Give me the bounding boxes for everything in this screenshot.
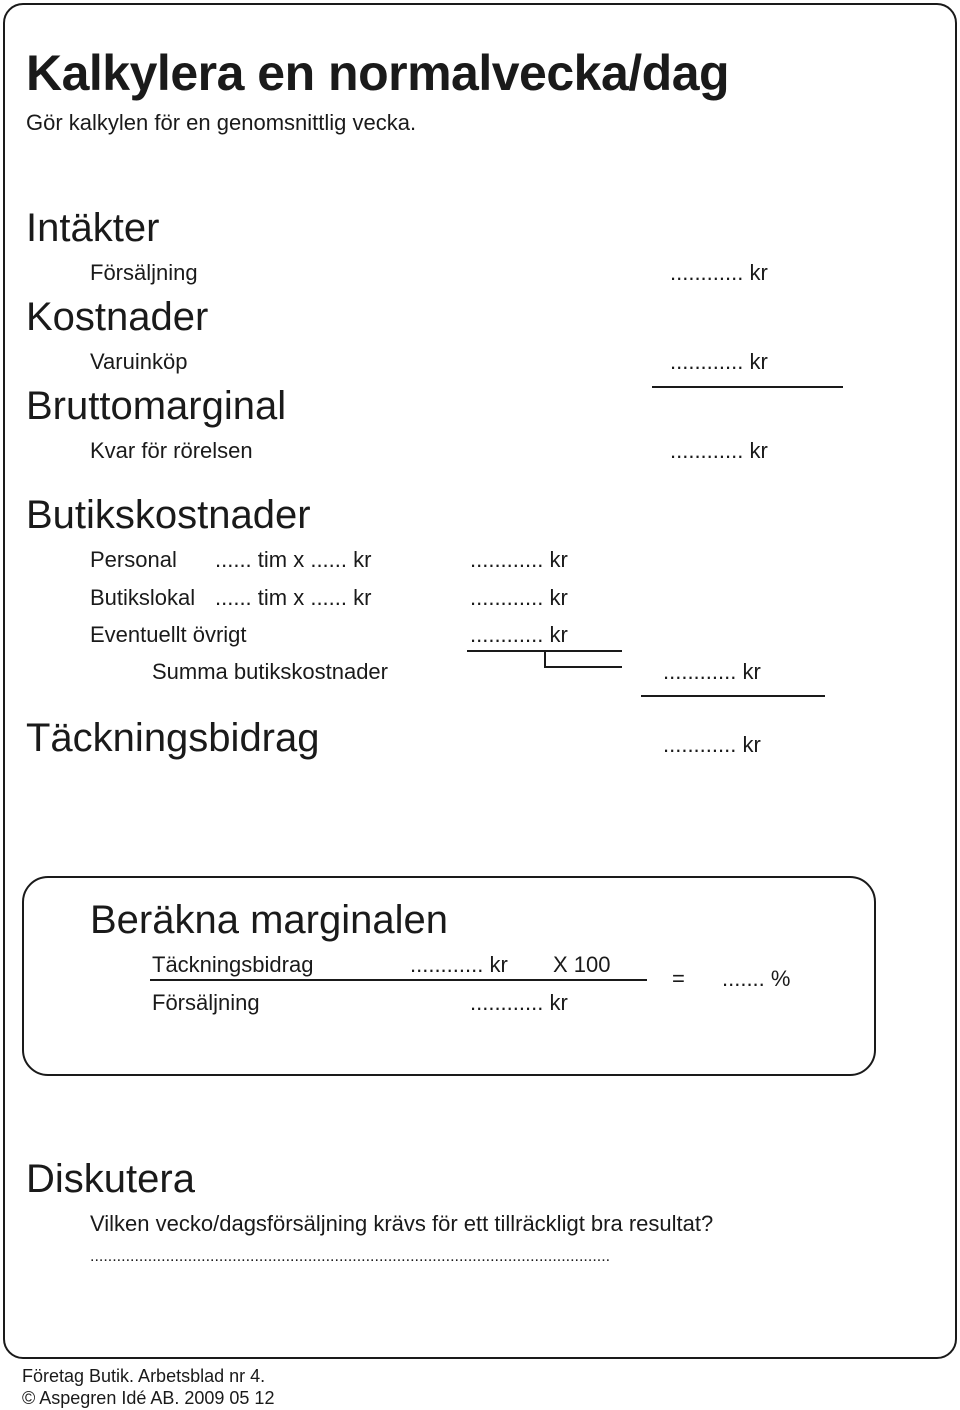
sum-bracket-horizontal	[544, 666, 622, 668]
kvar-value: ............ kr	[670, 438, 768, 463]
page-title: Kalkylera en normalvecka/dag	[26, 45, 730, 101]
tackningsbidrag-value: ............ kr	[663, 732, 761, 757]
bruttomarginal-heading: Bruttomarginal	[26, 384, 287, 428]
equals-sign: =	[672, 966, 685, 991]
fraction-bar	[150, 979, 647, 981]
ovrigt-value: ............ kr	[470, 622, 568, 647]
personal-value: ............ kr	[470, 547, 568, 572]
denominator-value: ............ kr	[470, 990, 568, 1015]
footer-line-1: Företag Butik. Arbetsblad nr 4.	[22, 1366, 266, 1386]
butikslokal-value: ............ kr	[470, 585, 568, 610]
ovrigt-label: Eventuellt övrigt	[90, 622, 247, 647]
margin-result: ....... %	[722, 966, 791, 991]
diskutera-question: Vilken vecko/dagsförsäljning krävs för ett tillräckligt bra resultat?	[90, 1211, 714, 1236]
subtraction-rule	[652, 386, 843, 388]
denominator-label: Försäljning	[152, 990, 260, 1015]
numerator-value: ............ kr	[410, 952, 508, 977]
butikslokal-calc: ...... tim x ...... kr	[215, 585, 372, 610]
summa-value: ............ kr	[663, 659, 761, 684]
tackningsbidrag-rule	[641, 695, 825, 697]
page-subtitle: Gör kalkylen för en genomsnittlig vecka.	[26, 110, 417, 135]
tackningsbidrag-heading: Täckningsbidrag	[26, 716, 320, 760]
multiplier: X 100	[553, 952, 611, 977]
personal-label: Personal	[90, 547, 177, 572]
butikslokal-label: Butikslokal	[90, 585, 196, 610]
personal-calc: ...... tim x ...... kr	[215, 547, 372, 572]
varuinkop-label: Varuinköp	[90, 349, 188, 374]
footer-line-2: © Aspegren Idé AB. 2009 05 12	[22, 1388, 275, 1408]
forsaljning-value: ............ kr	[670, 260, 768, 285]
numerator-label: Täckningsbidrag	[152, 952, 314, 977]
summa-label: Summa butikskostnader	[152, 659, 388, 684]
intakter-heading: Intäkter	[26, 206, 160, 250]
berakna-heading: Beräkna marginalen	[90, 898, 448, 942]
kostnader-heading: Kostnader	[26, 295, 209, 339]
diskutera-heading: Diskutera	[26, 1157, 195, 1201]
answer-line: .....................................................................................................................	[90, 1248, 611, 1265]
butikskostnader-heading: Butikskostnader	[26, 493, 311, 537]
varuinkop-value: ............ kr	[670, 349, 768, 374]
kvar-label: Kvar för rörelsen	[90, 438, 253, 463]
forsaljning-label: Försäljning	[90, 260, 198, 285]
